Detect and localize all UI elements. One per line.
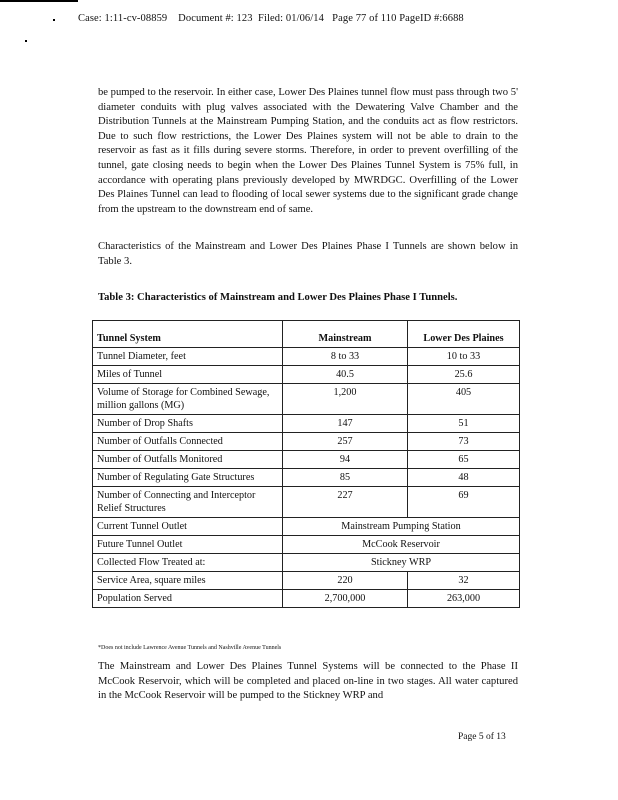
table-cell-value: 147 xyxy=(283,415,408,433)
table-cell-value: 1,200 xyxy=(283,384,408,415)
table-cell-value: Stickney WRP xyxy=(283,554,520,572)
table-row xyxy=(93,487,520,518)
table-cell-value: 65 xyxy=(408,451,520,469)
table-footnote: *Does not include Lawrence Avenue Tunnels and Nashville Avenue Tunnels xyxy=(98,645,282,651)
table-cell-value: 73 xyxy=(408,433,520,451)
table-cell-value: 25.6 xyxy=(408,366,520,384)
table-cell-value: 40.5 xyxy=(283,366,408,384)
table-cell-value: 405 xyxy=(408,384,520,415)
table-cell-value: 69 xyxy=(408,487,520,518)
table-row xyxy=(93,536,520,554)
table-cell-value: 227 xyxy=(283,487,408,518)
table-row xyxy=(93,518,520,536)
table-row xyxy=(93,348,520,366)
table-cell-value: McCook Reservoir xyxy=(283,536,520,554)
table-cell-label: Service Area, square miles xyxy=(93,572,283,590)
table-cell-value: 2,700,000 xyxy=(283,590,408,608)
table-row xyxy=(93,469,520,487)
scan-speck xyxy=(53,19,55,21)
table-cell-value: 8 to 33 xyxy=(283,348,408,366)
table-cell-label: Collected Flow Treated at: xyxy=(93,554,283,572)
paragraph-table-intro: Characteristics of the Mainstream and Lower Des Plaines Phase I Tunnels are shown below in Table 3. xyxy=(98,241,518,267)
table-cell-value: 263,000 xyxy=(408,590,520,608)
table-row xyxy=(93,433,520,451)
table-cell-value: 32 xyxy=(408,572,520,590)
table-row xyxy=(93,366,520,384)
table-header-row xyxy=(93,321,520,348)
table-cell-label: Population Served xyxy=(93,590,283,608)
page-number: Page 5 of 13 xyxy=(458,732,506,742)
tunnel-characteristics-table xyxy=(92,320,520,608)
table-cell-value: 48 xyxy=(408,469,520,487)
table-row xyxy=(93,415,520,433)
column-header: Lower Des Plaines xyxy=(408,321,520,348)
table-caption: Table 3: Characteristics of Mainstream and Lower Des Plaines Phase I Tunnels. xyxy=(98,292,458,303)
column-header: Mainstream xyxy=(283,321,408,348)
case-header: Case: 1:11-cv-08859 Document #: 123 Filed: 01/06/14 Page 77 of 110 PageID #:6688 xyxy=(78,13,464,24)
table-cell-label: Volume of Storage for Combined Sewage, million gallons (MG) xyxy=(93,384,283,415)
table-cell-value: 220 xyxy=(283,572,408,590)
paragraph-mccook-reservoir: The Mainstream and Lower Des Plaines Tunnel Systems will be connected to the Phase II McCook Reservoir, which will be completed and placed on-line in two stages. All water captured in the McCook Reservoir will be pumped to the Stickney WRP and xyxy=(98,661,518,702)
table-cell-label: Number of Regulating Gate Structures xyxy=(93,469,283,487)
scan-speck xyxy=(25,40,27,42)
column-header: Tunnel System xyxy=(93,321,283,348)
paragraph-flow-restrictions: be pumped to the reservoir. In either case, Lower Des Plaines tunnel flow must pass through two 5' diameter conduits with plug valves associated with the Dewatering Valve Chamber and the Distribution Tunnels at the Mainstream Pumping Station, and the conduits act as flow restrictors. Due to such flow restrictions, the Lower Des Plaines system will not be able to drain to the reservoir as fast as it fills during severe storms. Therefore, in order to prevent overfilling of the tunnel, gate closing needs to begin when the Lower Des Plaines Tunnel System is 75% full, in accordance with operating plans previously developed by MWRDGC. Overfilling of the Lower Des Plaines Tunnel can lead to flooding of local sewer systems due to the significant grade change from the upstream to the downstream end of same. xyxy=(98,87,518,215)
table-cell-value: 10 to 33 xyxy=(408,348,520,366)
table-cell-label: Number of Connecting and Interceptor Relief Structures xyxy=(93,487,283,518)
table-row xyxy=(93,554,520,572)
table-row xyxy=(93,451,520,469)
table-row xyxy=(93,384,520,415)
table-cell-value: Mainstream Pumping Station xyxy=(283,518,520,536)
scan-edge-mark xyxy=(0,0,78,2)
table-cell-label: Number of Outfalls Monitored xyxy=(93,451,283,469)
table-row xyxy=(93,572,520,590)
table-cell-value: 85 xyxy=(283,469,408,487)
table-cell-label: Miles of Tunnel xyxy=(93,366,283,384)
table-cell-label: Tunnel Diameter, feet xyxy=(93,348,283,366)
table-cell-value: 257 xyxy=(283,433,408,451)
table-cell-label: Number of Outfalls Connected xyxy=(93,433,283,451)
table-cell-label: Current Tunnel Outlet xyxy=(93,518,283,536)
table-cell-label: Future Tunnel Outlet xyxy=(93,536,283,554)
table-cell-value: 94 xyxy=(283,451,408,469)
table-cell-value: 51 xyxy=(408,415,520,433)
table-row xyxy=(93,590,520,608)
table-cell-label: Number of Drop Shafts xyxy=(93,415,283,433)
